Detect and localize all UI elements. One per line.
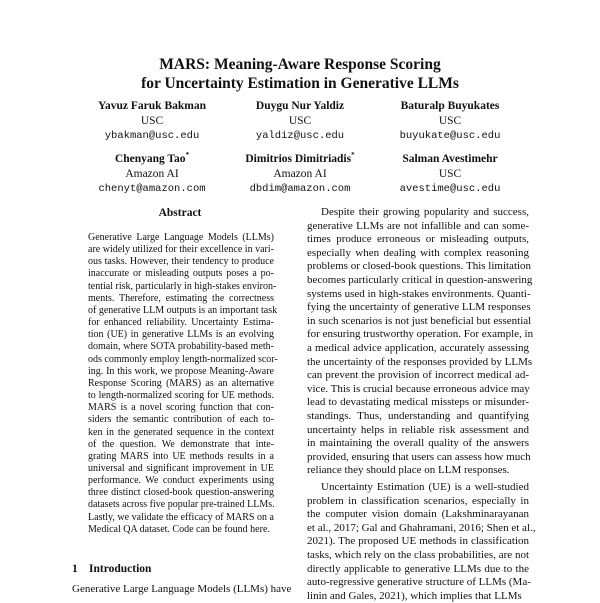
author-affiliation: USC [288, 114, 312, 127]
text-line: ous tasks. However, their tendency to produce [88, 256, 274, 268]
abstract-heading: Abstract [158, 207, 202, 219]
author-affiliation: USC [140, 114, 164, 127]
author-name: Salman Avestimehr [402, 152, 498, 165]
text-line: times produce erroneous or misleading outputs, [307, 233, 529, 246]
author-affiliation: USC [438, 114, 462, 127]
text-line: Despite their growing popularity and success, [321, 206, 529, 218]
text-line: standings. Thus, understanding and quantifying [307, 409, 529, 422]
author-affiliation: Amazon AI [273, 167, 327, 180]
text-line: Lastly, we validate the efficacy of MARS on a [88, 511, 274, 523]
text-line: universal and significant improvement in UE [88, 462, 274, 474]
intro-first-line: Generative Large Language Models (LLMs) have [72, 583, 292, 595]
author-affiliation: USC [438, 167, 462, 180]
author-card [360, 95, 540, 144]
text-line: ing. In this work, we propose Meaning-Aware [88, 365, 274, 377]
section-number: 1 [72, 563, 78, 575]
text-line: Medical QA dataset. Code can be found here. [88, 523, 270, 535]
text-line: Uncertainty Estimation (UE) is a well-studied [321, 481, 529, 493]
section-title: Introduction [89, 563, 152, 575]
text-line: Generative Large Language Models (LLMs) [88, 232, 274, 243]
text-line: et al., 2017; Gal and Ghahramani, 2016; Shen et al., [307, 521, 536, 534]
paper-title [0, 55, 600, 93]
text-line: reliance they should place on LLM responses. [307, 464, 510, 477]
abstract-body [88, 232, 278, 536]
text-line: in such scenarios is not just beneficial but essential [307, 314, 532, 327]
text-line: especially when dealing with complex reasoning [307, 246, 529, 259]
text-line: fying the uncertainty of generative LLM responses [307, 301, 531, 314]
text-line: MARS is a novel scoring function that con- [88, 402, 274, 414]
text-line: tential risk, particularly in high-stakes environ- [88, 280, 277, 292]
author-email: buyukate@usc.edu [399, 129, 501, 142]
text-line: a medical advice application, accurately assessing [307, 341, 529, 354]
text-line: domain, where SOTA probability-based meth- [88, 341, 274, 353]
author-email: yaldiz@usc.edu [255, 129, 345, 142]
author-name: Duygu Nur Yaldiz [255, 99, 345, 112]
text-line: provided, ensuring that users can assess how much [307, 450, 531, 463]
right-column-paragraph-2 [307, 481, 536, 603]
author-email: chenyt@amazon.com [98, 182, 206, 195]
author-email: dbdim@amazon.com [249, 182, 351, 195]
text-line: for enhanced reliability. Uncertainty Estima- [88, 317, 274, 329]
text-line: auto-regressive generative structure of LLMs (Ma- [307, 576, 531, 589]
text-line: in maintaining the overall quality of the answers [307, 437, 529, 450]
text-line: of the question. We demonstrate that inte- [88, 438, 274, 450]
text-line: generative LLMs are not infallible and can some- [307, 219, 529, 232]
text-line: problems or closed-book questions. This limitation [307, 260, 532, 273]
text-line: 2021). The proposed UE methods in classification [307, 535, 529, 548]
text-line: uncertainty helps in reliable risk assessment and [307, 423, 529, 436]
author-name: Yavuz Faruk Bakman [98, 99, 206, 112]
text-line: to length-normalized scoring for UE methods. [88, 390, 274, 402]
author-name: Dimitrios Dimitriadis* [245, 151, 355, 165]
author-email: avestime@usc.edu [399, 182, 501, 195]
text-line: of generative LLM outputs is an important task [88, 304, 278, 316]
author-email: ybakman@usc.edu [104, 129, 200, 142]
author-name: Baturalp Buyukates [400, 99, 500, 112]
text-line: tion (UE) in generative LLMs is an evolving [88, 329, 274, 341]
text-line: problem in classification scenarios, especially in [307, 494, 529, 507]
author-card [360, 148, 540, 197]
text-line: for ensuring trustworthy operation. For example, in [307, 328, 534, 341]
section-heading [72, 563, 151, 575]
text-line: directly applicable to generative LLMs due to the [307, 562, 529, 575]
text-line: are widely utilized for their excellence in vari- [88, 244, 274, 256]
text-line: three distinct closed-book question-answering [88, 487, 274, 499]
text-line: can prevent the provision of incorrect medical ad- [307, 369, 529, 382]
text-line: systems used in high-stakes environments. Quanti- [307, 287, 531, 300]
text-line: the computer vision domain (Lakshminarayanan [307, 508, 529, 521]
text-line: ken in the generated sequence in the context [88, 426, 274, 438]
right-column-paragraph-1 [307, 206, 534, 478]
text-line: lead to devastating medical missteps or misunder- [307, 396, 529, 409]
text-line: grating MARS into UE methods results in a [88, 450, 274, 462]
text-line: becomes particularly critical in question-answering [307, 273, 533, 286]
text-line: siders the semantic contribution of each to- [88, 414, 274, 426]
text-line: datasets across five popular pre-trained LLMs. [88, 499, 275, 511]
text-line: inaccurate or misleading outputs poses a po- [88, 268, 274, 280]
title-line-1: MARS: Meaning-Aware Response Scoring [159, 56, 441, 73]
text-line: ods commonly employ length-normalized scor- [88, 353, 278, 365]
text-line: Response Scoring (MARS) as an alternative [88, 377, 274, 389]
title-line-2: for Uncertainty Estimation in Generative LLMs [141, 75, 459, 92]
text-line: vice. This is crucial because erroneous advice may [307, 382, 530, 395]
author-name: Chenyang Tao* [114, 151, 190, 165]
text-line: tasks, which rely on the class probabilities, are not [307, 548, 529, 561]
text-line: performance. We conduct experiments using [88, 475, 274, 487]
text-line: linin and Gales, 2021), which implies that LLMs [307, 589, 522, 602]
text-line: the uncertainty of the responses provided by LLMs [307, 355, 533, 368]
author-affiliation: Amazon AI [125, 167, 179, 180]
text-line: ments. Therefore, estimating the correctness [88, 292, 274, 304]
